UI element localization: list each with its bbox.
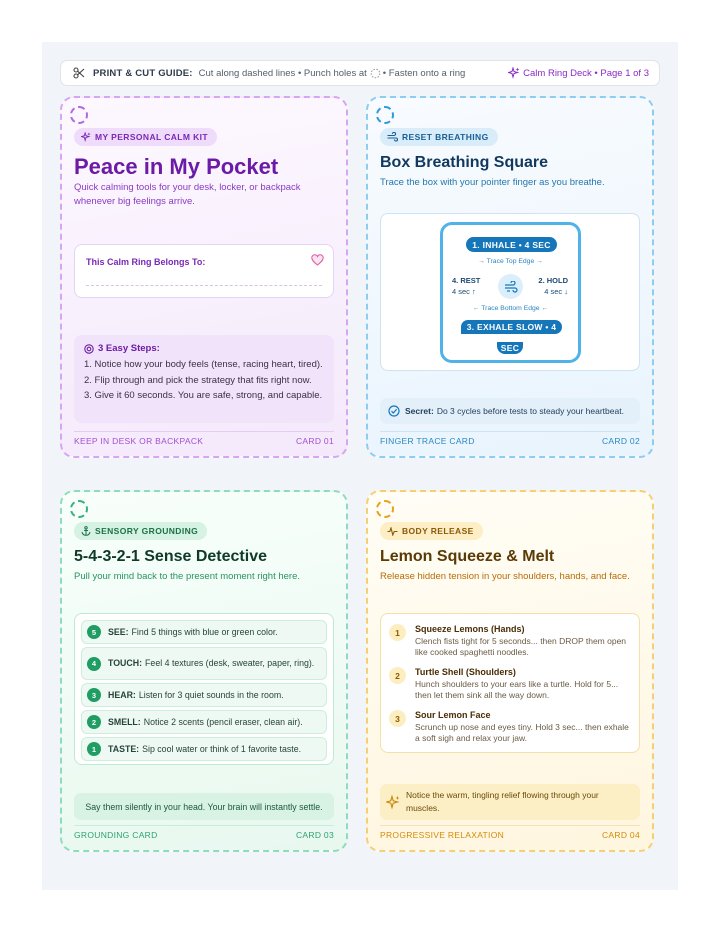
category-tag-label: BODY RELEASE (402, 526, 474, 536)
write-line (86, 285, 322, 286)
secret-label: Secret: (405, 406, 434, 416)
punch-hole (70, 500, 88, 518)
step-number: 2 (389, 667, 406, 684)
card-peace-in-my-pocket (60, 96, 348, 458)
steps-heading (84, 343, 324, 354)
sense-count: 4 (87, 657, 101, 671)
step-number: 1 (389, 624, 406, 641)
sense-count: 5 (87, 625, 101, 639)
card-footer (380, 431, 640, 446)
sense-label: HEAR: (108, 689, 136, 700)
relief-note (380, 784, 640, 820)
step-item: 3. Give it 60 seconds. You are safe, strong, and capable. (84, 390, 323, 401)
breathing-box-panel (380, 213, 640, 371)
target-icon (84, 344, 94, 354)
step-text: Hunch shoulders to your ears like a turtle. Hold for 5... then let them sink all the way down. (415, 679, 619, 700)
sense-text: Find 5 things with blue or green color. (131, 626, 278, 637)
step-item: 2. Flip through and pick the strategy that fits right now. (84, 374, 312, 386)
step-title: Turtle Shell (Shoulders) (415, 667, 516, 677)
rest-label: 4. REST (452, 276, 481, 285)
sense-text: Sip cool water or think of 1 favorite taste. (142, 743, 302, 754)
card-number: CARD 04 (601, 830, 640, 840)
sparkle-icon (508, 67, 520, 79)
card-subtitle: Quick calming tools for your desk, locker, or backpack whenever big feelings arrive. (74, 182, 301, 207)
print-cut-guide-bar (60, 60, 660, 86)
senses-list (74, 613, 334, 765)
step-text: Scrunch up nose and eyes tiny. Hold 3 sec... then exhale a soft sigh and relax your jaw. (415, 722, 629, 743)
category-tag-label: SENSORY GROUNDING (95, 526, 199, 536)
exhale-step: 3. EXHALE SLOW • 4 (461, 320, 562, 334)
guide-instructions-end: • Fasten onto a ring (382, 67, 466, 79)
hold-label: 2. HOLD (538, 276, 568, 285)
rest-step (452, 275, 480, 297)
hold-time: 4 sec ↓ (544, 287, 568, 296)
step-number: 3 (389, 710, 406, 727)
list-item (389, 710, 631, 744)
card-title: Lemon Squeeze & Melt (380, 548, 555, 565)
sense-label: TOUCH: (108, 658, 143, 668)
step-item: 1. Notice how your body feels (tense, racing heart, tired). (84, 359, 323, 370)
steps-heading-text: 3 Easy Steps: (98, 343, 160, 354)
step-title: Squeeze Lemons (Hands) (415, 624, 525, 634)
sense-label: SMELL: (108, 716, 141, 727)
card-subtitle: Release hidden tension in your shoulders, hands, and face. (380, 571, 630, 582)
secret-tip (380, 398, 640, 424)
card-footer (380, 825, 640, 840)
sense-label: SEE: (108, 626, 129, 637)
anchor-icon (81, 526, 91, 536)
breathing-square[interactable] (440, 222, 581, 363)
sparkle-icon (386, 795, 400, 809)
card-footer (74, 431, 334, 446)
category-tag (74, 128, 217, 146)
punch-hole (376, 500, 394, 518)
wind-icon (387, 132, 398, 142)
card-number: CARD 03 (295, 830, 334, 840)
sense-label: TASTE: (108, 743, 140, 754)
grounding-note: Say them silently in your head. Your brain will instantly settle. (74, 793, 334, 820)
hold-step (538, 275, 568, 297)
footer-label: GROUNDING CARD (74, 830, 158, 840)
guide-label: PRINT & CUT GUIDE: (93, 67, 193, 79)
list-item (389, 667, 631, 701)
inhale-step: 1. INHALE • 4 SEC (466, 237, 557, 252)
relief-note-text: Notice the warm, tingling relief flowing through your muscles. (406, 790, 599, 813)
sense-count: 1 (87, 742, 101, 756)
card-title: Box Breathing Square (380, 154, 549, 171)
check-circle-icon (388, 405, 400, 417)
heart-icon (311, 254, 324, 266)
list-item (81, 620, 327, 644)
category-tag (380, 522, 483, 540)
secret-text: Do 3 cycles before tests to steady your heartbeat. (436, 406, 624, 416)
list-item (81, 683, 327, 707)
list-item (389, 624, 631, 658)
card-number: CARD 01 (295, 436, 334, 446)
sense-count: 3 (87, 688, 101, 702)
relaxation-steps (380, 613, 640, 753)
guide-instructions: Cut along dashed lines • Punch holes at (198, 67, 367, 79)
sense-text: Notice 2 scents (pencil eraser, clean air). (143, 716, 303, 727)
list-item (81, 647, 327, 680)
trace-top-edge: → Trace Top Edge → (478, 258, 543, 265)
card-box-breathing (366, 96, 654, 458)
owner-label: This Calm Ring Belongs To: (86, 257, 206, 267)
card-subtitle: Pull your mind back to the present moment right here. (74, 571, 301, 582)
trace-bottom-edge: ← Trace Bottom Edge ← (472, 305, 549, 312)
scissors-icon (73, 67, 85, 79)
sense-text: Listen for 3 quiet sounds in the room. (138, 689, 284, 700)
card-subtitle: Trace the box with your pointer finger as you breathe. (380, 177, 605, 188)
footer-label: PROGRESSIVE RELAXATION (380, 830, 505, 840)
deck-page-text: Calm Ring Deck • Page 1 of 3 (523, 67, 649, 79)
wind-icon (498, 274, 523, 299)
card-title: Peace in My Pocket (74, 154, 279, 179)
step-title: Sour Lemon Face (415, 710, 491, 720)
sense-count: 2 (87, 715, 101, 729)
owner-name-field[interactable] (74, 244, 334, 298)
footer-label: FINGER TRACE CARD (380, 436, 475, 446)
pulse-icon (387, 527, 398, 536)
sparkle-icon (81, 132, 91, 142)
rest-time: 4 sec ↑ (452, 287, 476, 296)
step-text: Clench fists tight for 5 seconds... then DROP them open like cooked spaghetti noodles. (415, 636, 627, 657)
list-item (81, 710, 327, 734)
card-lemon-squeeze (366, 490, 654, 852)
punch-hole-icon (370, 68, 381, 79)
footer-label: KEEP IN DESK OR BACKPACK (74, 436, 204, 446)
sense-text: Feel 4 textures (desk, sweater, paper, ring). (145, 658, 315, 668)
card-number: CARD 02 (601, 436, 640, 446)
card-sense-detective (60, 490, 348, 852)
exhale-step-end: SEC (497, 342, 523, 354)
punch-hole (70, 106, 88, 124)
punch-hole (376, 106, 394, 124)
category-tag (74, 522, 207, 540)
steps-panel (74, 335, 334, 423)
category-tag-label: MY PERSONAL CALM KIT (95, 132, 208, 142)
list-item (81, 737, 327, 761)
card-title: 5-4-3-2-1 Sense Detective (74, 548, 267, 565)
deck-page-indicator (508, 67, 649, 79)
category-tag (380, 128, 498, 146)
category-tag-label: RESET BREATHING (402, 132, 489, 142)
card-footer (74, 825, 334, 840)
